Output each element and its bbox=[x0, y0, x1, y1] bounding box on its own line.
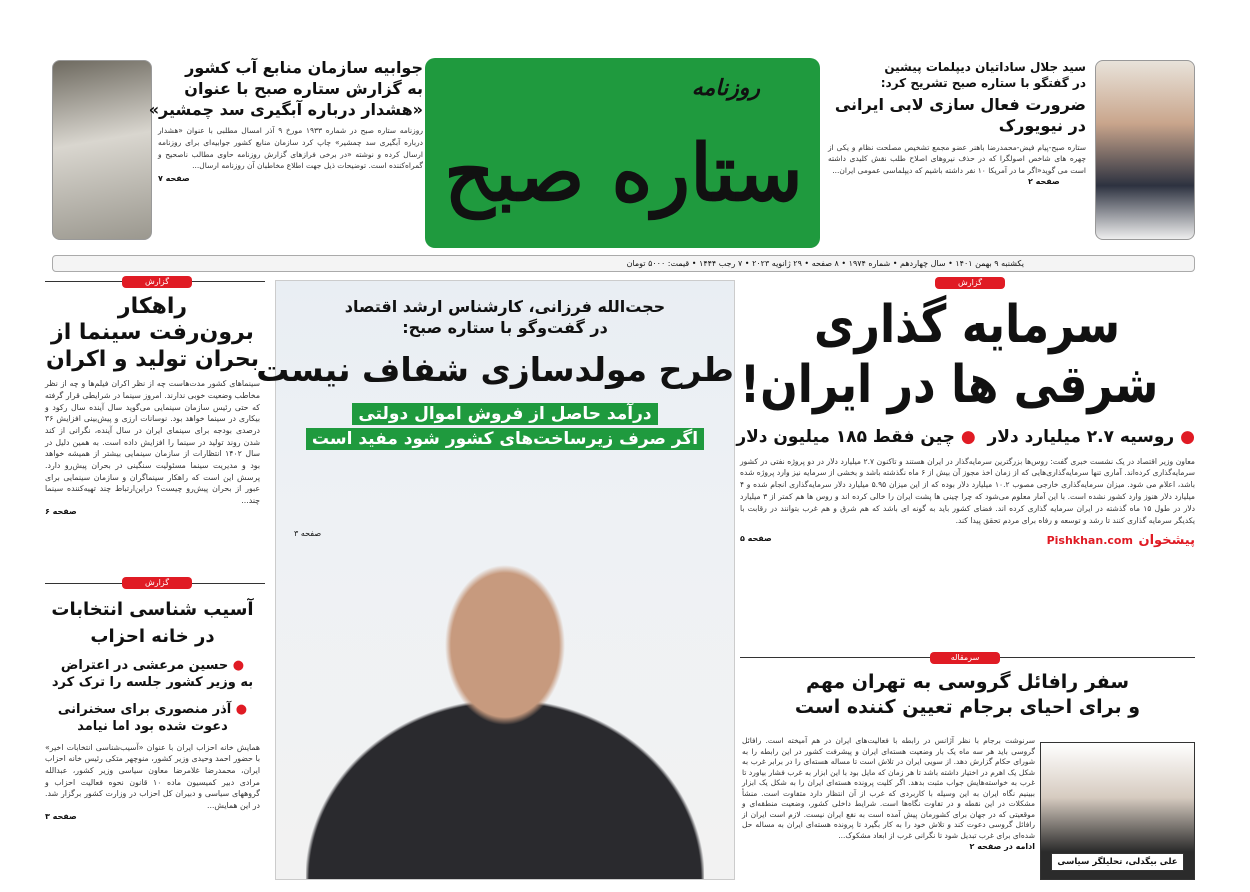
masthead-logo: روزنامه ستاره صبح bbox=[425, 58, 820, 248]
story-lobby[interactable]: سید جلال ساداتیان دیپلمات پیشین در گفتگو با ستاره صبح تشریح کرد: ضرورت فعال سازی لابی ایرانی در نیویورک ستاره صبح-پیام فیض-محمدرضا باهنر عضو مجمع تشخیص مصلحت نظام و یکی از چهره های شاخص اصولگرا که در حذف نیروهای اصلاح طلب نقش کلیدی داشته است می گوید«اگر ما در آمریکا ۱۰ نفر داشته باشیم که دیپلماسی عمومی ایران... صفحه ۲ bbox=[828, 60, 1086, 186]
section-tag-report: گزارش bbox=[122, 577, 192, 589]
bullet-icon: ● bbox=[954, 426, 976, 447]
bigdeli-photo: علی بیگدلی، تحلیلگر سیاسی bbox=[1040, 742, 1195, 880]
cinema-story[interactable]: راهکار برون‌رفت سینما از بحران تولید و اکران سینماهای کشور مدت‌هاست چه از نظر اکران فیلم‌ها و چه از نظر مخاطب وضعیت خوبی ندارند. امروز سینما در شرایطی قرار گرفته که حتی رئیس سازمان سینمایی می‌گوید سال آینده سال رکود و بیکاری در سینما خواهد بود. نوسانات ارزی و پیش‌بینی افزایش ۳۶ درصدی بودجه برای سینمای ایران در سال آینده، نگرانی از کند شدن روند تولید در سینما را افزایش داده است. به همین دلیل در سال ۱۴۰۲ انتظارات از سازمان سینمایی بیشتر از همیشه خواهد بود و مدیریت سینما مسئولیت سنگینی در بحران پیش‌رو دارد. پرسش این است که راهکار سینماگران و سازمان سینمایی برای عبور از بحران پیش‌رو چیست؟ دراین‌ارتباط چند تهیه‌کننده سینما چند... صفحه ۶ bbox=[45, 294, 260, 516]
editorial-body: سرنوشت برجام با نظر آژانس در رابطه با فعالیت‌های ایران در هم آمیخته است. رافائل گروسی باید هر سه ماه یک بار وضعیت هسته‌ای ایران و پیشرفت کشور در این رابطه را به شورای حکام گزارش دهد. از سویی ایران در تلاش است تا مساله هسته‌ای را در برابر غرب به شکل یک اهرم در اختیار داشته باشد تا هر زمان که مایل بود با این ابزار به غرب فشار بیاورد تا غرب به خواسته‌هایش جواب مثبت بدهد. اگر کلیت پرونده هسته‌ای ایران را به شکل یک ابزار ببینیم نگاه ایران به این وسیله با کاربردی که غرب از آن انتظار دارد متفاوت است. منشأ مشکلات در این نقطه و در تفاوت نگاه‌ها است. شرایط داخلی کشور، وضعیت منطقه‌ای و موقعیتی که در جهان برای کشورمان پیش آمده است به نفع ایران نیست. لازم است ایران از رافائل گروسی دعوت کند و تلاش خود را به کار بگیرد تا پرونده هسته‌ای ایران به مساله حل شده‌ای برای غرب تبدیل شود تا نگرانی غرب از ابعاد مشکوک... bbox=[742, 736, 1035, 840]
section-tag-editorial: سرمقاله bbox=[930, 652, 1000, 664]
section-tag-report: گزارش bbox=[935, 277, 1005, 289]
farzani-photo bbox=[306, 554, 704, 879]
bullet-icon: ● bbox=[1174, 426, 1195, 447]
editorial-body-column bbox=[742, 736, 1035, 851]
section-tag-report: گزارش bbox=[122, 276, 192, 288]
lead-story[interactable]: سرمایه گذاری شرقی ها در ایران! ● روسیه ۲.۷ میلیارد دلار ● چین فقط ۱۸۵ میلیون دلار معاون وزیر اقتصاد در یک نشست خبری گفت: روس‌ها بزرگترین سرمایه‌گذار در ایران هستند و تاکنون ۲.۷ میلیارد دلار در دو پروژه نفتی در کشور سرمایه‌گذاری کرده‌اند. آماری تنها سرمایه‌گذاری‌هایی که از زمان اخذ مجوز آن بیش از ۶ ماه نگذشته باشد و بخشی از سرمایه نیز وارد پروژه شده باشد، اعلام می شود. میزان سرمایه‌گذاری خارجی مصوب ۱۰.۲ میلیارد دلار بوده که از این میزان ۵.۹۵ میلیارد دلار سرمایه‌گذاری انجام شده و ۴ میلیارد دلار هنوز وارد کشور نشده است. با این آمار معلوم می‌شود که چرا چینی ها پشت ایران را خالی کرده اند و روس ها هم کمتر از ۳ میلیارد دلار در طول ۱۵ ماه گذشته در ایران سرمایه گذاری کرده اند. فضای کشور باید به گونه ای باشد که هم شرق و هم غرب بتوانند در رقابت با یکدیگر سرمایه گذاری کنند تا رشد و توسعه و رفاه برای مردم تحقق پیدا کند. پیشخوان Pishkhan.com صفحه ۵ bbox=[736, 295, 1195, 549]
sadatian-photo bbox=[1095, 60, 1195, 240]
dam-photo bbox=[52, 60, 152, 240]
parties-story[interactable]: آسیب شناسی انتخابات در خانه احزاب ● حسین مرعشی در اعتراض به وزیر کشور جلسه را ترک کرد ● آذر منصوری برای سخنرانی دعوت شده بود اما نیامد همایش خانه احزاب ایران با عنوان «آسیب‌شناسی انتخابات اخیر» با حضور احمد وحیدی وزیر کشور، منوچهر متکی رئیس خانه احزاب ایران، محمدرضا غلامرضا معاون سیاسی وزیر کشور، عبدالله مرادی دبیر کمیسیون ماده ۱۰ قانون نحوه فعالیت احزاب و گروههای سیاسی و دبیران کل احزاب در وزارت کشور برگزار شد. در این همایش... صفحه ۳ bbox=[45, 599, 260, 821]
pishkhan-watermark: پیشخوان Pishkhan.com bbox=[1046, 533, 1195, 549]
bullet-icon: ● bbox=[231, 701, 248, 717]
continued-link[interactable]: ادامه در صفحه ۲ bbox=[969, 842, 1035, 851]
story-dam-response[interactable]: جوابیه سازمان منابع آب کشور به گزارش ستاره صبح با عنوان «هشدار درباره آبگیری سد چمشیر» روزنامه ستاره صبح در شماره ۱۹۳۳ مورخ ۹ آذر امسال مطلبی با عنوان «هشدار درباره آبگیری سد چمشیر» چاپ کرد سازمان منابع کشور جوابیه‌ای برای روزنامه ارسال کرده و نوشته «در برخی فرازهای گزارش روزنامه حاوی مطالب ناصحیح و گمراه‌کننده است. توضیحات ذیل جهت اطلاع مخاطبان آن روزنامه ارسال... صفحه ۷ bbox=[148, 58, 424, 183]
dateline-bar: یکشنبه ۹ بهمن ۱۴۰۱ • سال چهاردهم • شماره ۱۹۷۴ • ۸ صفحه • ۲۹ ژانویه ۲۰۲۳ • ۷ رجب ۱۴۴۴ • قیمت: ۵۰۰۰ تومان bbox=[52, 255, 1195, 272]
editorial-story[interactable]: سفر رافائل گروسی به تهران مهم و برای احیای برجام تعیین کننده است bbox=[794, 671, 1141, 718]
interview-feature[interactable]: حجت‌الله فرزانی، کارشناس ارشد اقتصاد در گفت‌وگو با ستاره صبح: طرح مولدسازی شفاف نیست درآمد حاصل از فروش اموال دولتی اگر صرف زیرساخت‌های کشور شود مفید است صفحه ۳ bbox=[275, 280, 735, 880]
bullet-icon: ● bbox=[228, 658, 245, 673]
